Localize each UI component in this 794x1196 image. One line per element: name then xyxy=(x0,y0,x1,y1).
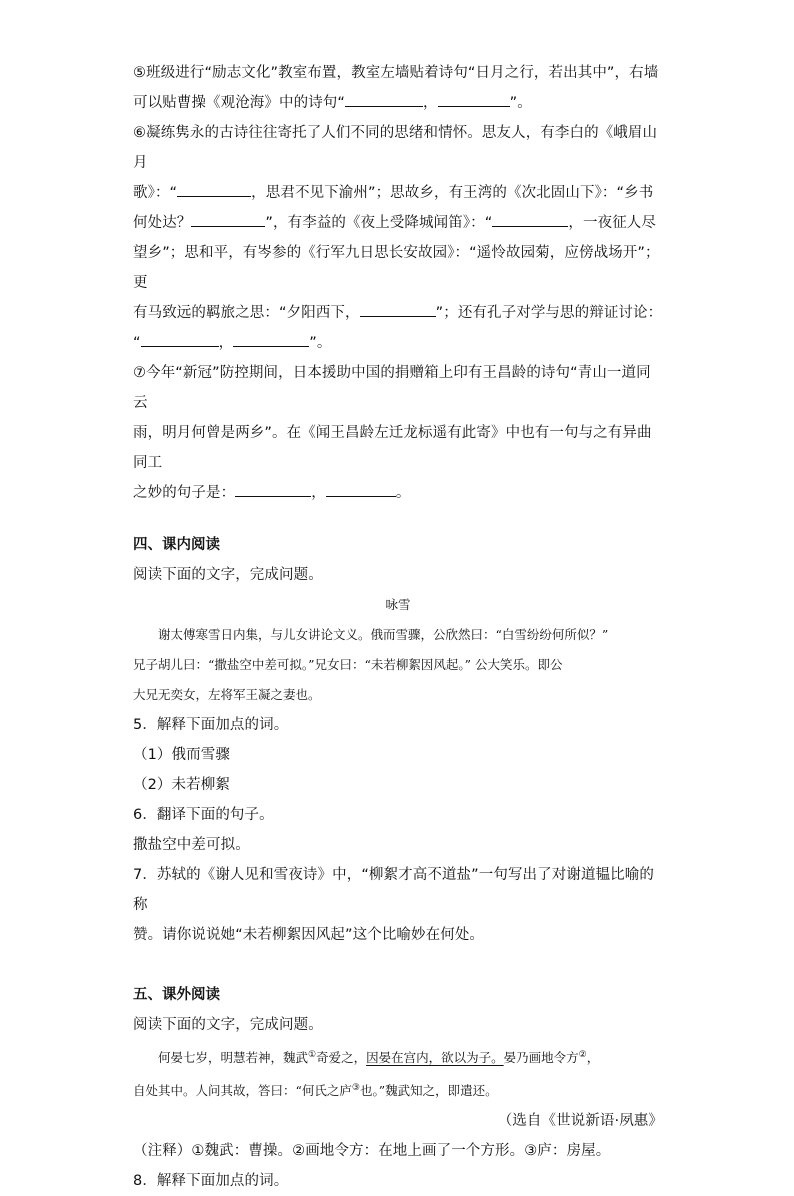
answer-blank[interactable] xyxy=(233,328,309,347)
answer-blank[interactable] xyxy=(360,298,436,317)
q7-line2: 雨，明月何曾是两乡”。在《闻王昌龄左迁龙标遥有此寄》中也有一句与之有异曲同工 xyxy=(133,425,652,471)
answer-blank[interactable] xyxy=(345,88,423,107)
q6-line3: 何处达？ ”，有李益的《夜上受降城闻笛》：“ ，一夜征人尽 xyxy=(133,208,663,238)
q6-line2: 歌》：“ ，思君不见下渝州”；思故乡，有王湾的《次北固山下》：“乡书 xyxy=(133,178,663,208)
question-5-item2: （2）未若柳絮 xyxy=(133,777,230,793)
question-5-item1: （1）俄而雪骤 xyxy=(133,747,230,763)
notes: （注释）①魏武：曹操。②画地令方：在地上画了一个方形。③庐：房屋。 xyxy=(133,1143,611,1160)
answer-blank[interactable] xyxy=(141,328,219,347)
q6-line5: 有马致远的羁旅之思：“夕阳西下， ”；还有孔子对学与思的辩证讨论： xyxy=(133,298,663,328)
question-6-text: 撒盐空中差可拟。 xyxy=(133,837,250,853)
source-citation: （选自《世说新语·夙惠》 xyxy=(497,1113,663,1130)
section5-instruction: 阅读下面的文字，完成问题。 xyxy=(133,1017,323,1033)
question-6: 6．翻译下面的句子。 xyxy=(133,807,274,823)
answer-blank[interactable] xyxy=(177,178,251,197)
answer-blank[interactable] xyxy=(492,208,568,227)
section4-instruction: 阅读下面的文字，完成问题。 xyxy=(133,567,323,583)
q5-line2: 可以贴曹操《观沧海》中的诗句“ ， ”。 xyxy=(133,88,663,118)
passage2-line2: 自处其中。人问其故，答曰：“何氏之庐③也。”魏武知之，即遣还。 xyxy=(133,1083,498,1099)
passage-title: 咏雪 xyxy=(385,597,411,612)
q5-line1: ⑤班级进行“励志文化”教室布置，教室左墙贴着诗句“日月之行，若出其中”，右墙 xyxy=(133,65,659,81)
passage2-line1: 何晏七岁，明慧若神，魏武①奇爱之，因晏在宫内，欲以为子。晏乃画地令方②， xyxy=(158,1050,600,1066)
answer-blank[interactable] xyxy=(235,478,311,497)
question-5: 5．解释下面加点的词。 xyxy=(133,717,289,733)
q6-line1: ⑥凝练隽永的古诗往往寄托了人们不同的思绪和情怀。思友人，有李白的《峨眉山月 xyxy=(133,125,658,171)
question-7-line1: 7．苏轼的《谢人见和雪夜诗》中，“柳絮才高不道盐”一句写出了对谢道韫比喻的称 xyxy=(133,867,654,913)
section5-heading: 五、课外阅读 xyxy=(133,987,220,1003)
answer-blank[interactable] xyxy=(326,478,396,497)
exam-page xyxy=(133,58,663,1196)
q6-line4: 望乡”；思和平，有岑参的《行军九日思长安故园》：“遥怜故园菊，应傍战场开”；更 xyxy=(133,245,660,291)
underlined-sentence: 因晏在宫内，欲以为子。 xyxy=(366,1050,504,1066)
passage-line3: 大兄无奕女，左将军王凝之妻也。 xyxy=(133,687,321,702)
q6-line6: “ ， ”。 xyxy=(133,328,663,358)
answer-blank[interactable] xyxy=(438,88,510,107)
question-7-line2: 赞。请你说说她“未若柳絮因风起”这个比喻妙在何处。 xyxy=(133,927,485,943)
passage-line1: 谢太傅寒雪日内集，与儿女讲论文义。俄而雪骤，公欣然曰：“白雪纷纷何所似？” xyxy=(158,627,609,642)
passage-line2: 兄子胡儿曰：“撒盐空中差可拟。”兄女曰：“未若柳絮因风起。” 公大笑乐。即公 xyxy=(133,657,563,672)
q7-line1: ⑦今年“新冠”防控期间，日本援助中国的捐赠箱上印有王昌龄的诗句“青山一道同云 xyxy=(133,365,651,411)
q7-line3: 之妙的句子是： ， 。 xyxy=(133,478,663,508)
question-8: 8．解释下面加点的词。 xyxy=(133,1173,289,1190)
answer-blank[interactable] xyxy=(191,208,265,227)
section4-heading: 四、课内阅读 xyxy=(133,537,220,553)
